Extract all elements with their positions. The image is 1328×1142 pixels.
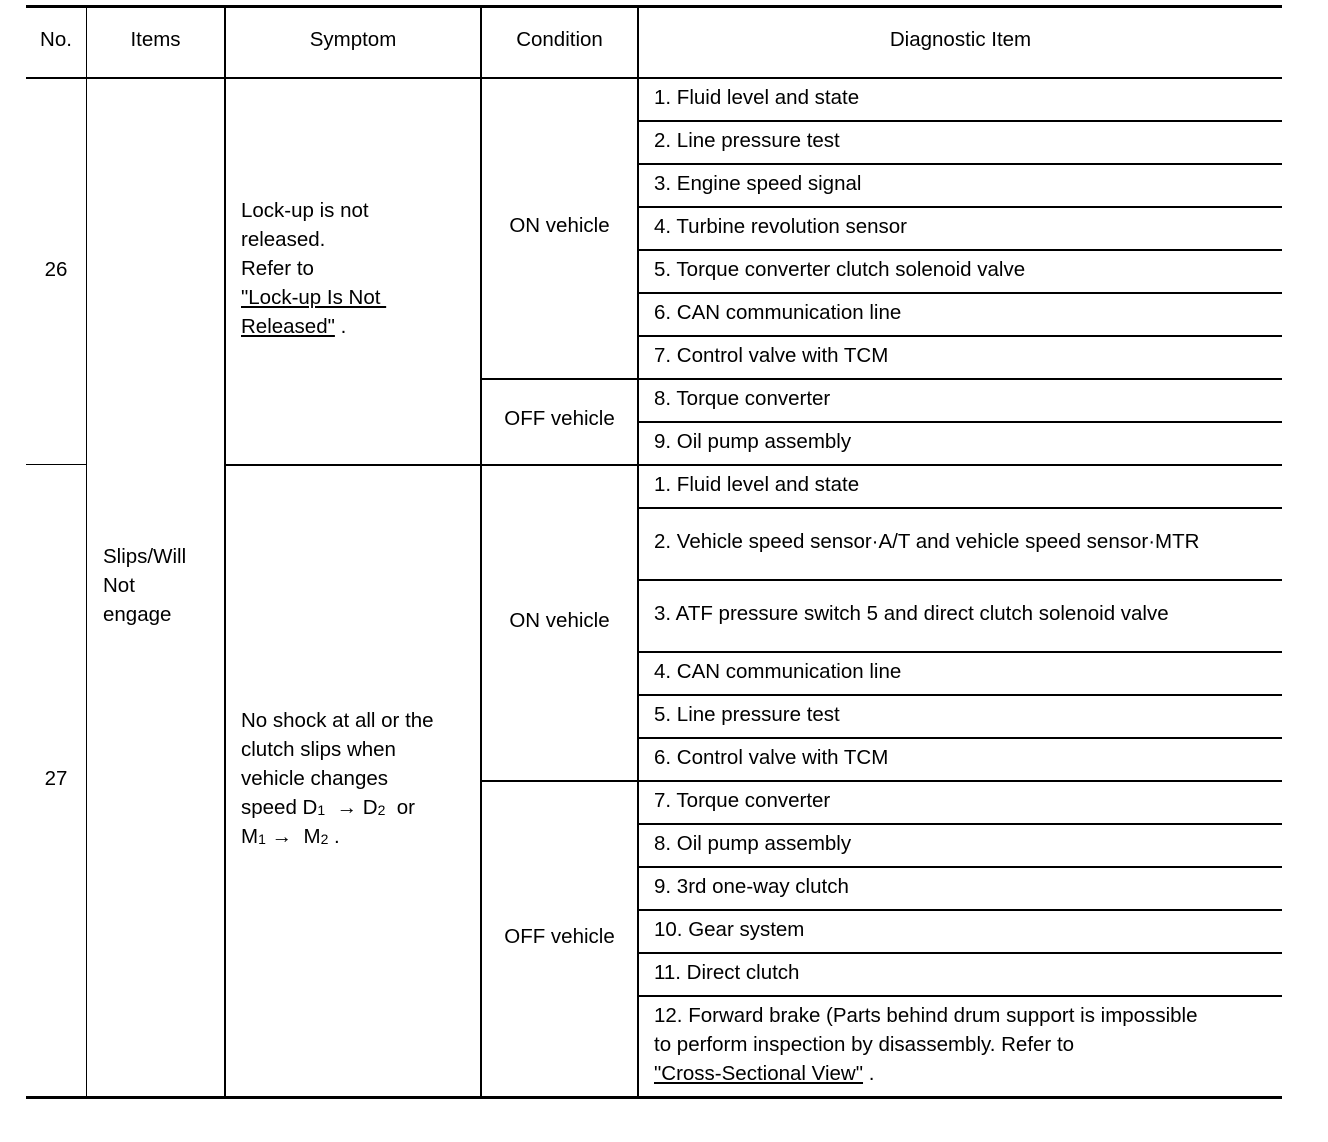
- item-divider: [638, 163, 1282, 165]
- condition-divider-27: [481, 780, 1282, 782]
- col-divider-2: [224, 5, 226, 1098]
- item-divider: [638, 206, 1282, 208]
- symptom-line: Refer to: [241, 257, 314, 280]
- item-divider: [638, 952, 1282, 954]
- symptom-line: Lock-up is not: [241, 199, 369, 222]
- header-diagnostic-item: Diagnostic Item: [889, 28, 1032, 51]
- diagnostic-item: 7. Torque converter: [654, 789, 831, 812]
- items-cell-line: Slips/Will: [103, 545, 187, 568]
- row-number-26: 26: [44, 258, 68, 281]
- arrow-icon: →: [271, 825, 293, 848]
- row-divider-26-27-no: [26, 464, 86, 465]
- item-divider: [638, 249, 1282, 251]
- item-divider: [638, 421, 1282, 423]
- diagnostic-item: 6. CAN communication line: [654, 301, 902, 324]
- diagnostic-item: 4. CAN communication line: [654, 660, 902, 683]
- condition-divider-26: [481, 378, 1282, 380]
- item-divider: [638, 579, 1282, 581]
- item-divider: [638, 694, 1282, 696]
- item-divider: [638, 292, 1282, 294]
- item-divider: [638, 120, 1282, 122]
- col-divider-4: [637, 5, 639, 1098]
- diagnostic-item: 11. Direct clutch: [654, 961, 800, 984]
- diagnostic-item: 7. Control valve with TCM: [654, 344, 889, 367]
- header-items: Items: [130, 28, 181, 51]
- item-divider: [638, 737, 1282, 739]
- item-divider: [638, 866, 1282, 868]
- diagnostic-item: 9. Oil pump assembly: [654, 430, 852, 453]
- item-divider: [638, 507, 1282, 509]
- condition-off-vehicle: OFF vehicle: [504, 407, 615, 430]
- diagnostic-item: 6. Control valve with TCM: [654, 746, 889, 769]
- row-number-27: 27: [44, 767, 68, 790]
- lockup-not-released-link-text[interactable]: Released": [241, 315, 335, 338]
- condition-on-vehicle: ON vehicle: [509, 609, 610, 632]
- item-divider: [638, 909, 1282, 911]
- diagnostic-item: 4. Turbine revolution sensor: [654, 215, 907, 238]
- symptom-line: released.: [241, 228, 326, 251]
- condition-off-vehicle: OFF vehicle: [504, 925, 615, 948]
- header-condition: Condition: [516, 28, 603, 51]
- lockup-not-released-link[interactable]: "Lock-up Is Not: [241, 286, 387, 309]
- lockup-not-released-link-line2[interactable]: [241, 312, 346, 341]
- header-bottom-border: [26, 77, 1282, 79]
- symptom-speed-line: speed $D_1 \to D_2$ or: [241, 796, 415, 819]
- col-divider-1: [86, 5, 87, 1098]
- header-symptom: Symptom: [309, 28, 397, 51]
- item-divider: [638, 335, 1282, 337]
- condition-on-vehicle: ON vehicle: [509, 214, 610, 237]
- diagnostic-item: 3. Engine speed signal: [654, 172, 862, 195]
- item-divider: [638, 823, 1282, 825]
- item-divider: [638, 995, 1282, 997]
- table-top-border: [26, 5, 1282, 8]
- symptom-end-period: .: [334, 315, 347, 338]
- diagnostic-item: 1. Fluid level and state: [654, 86, 860, 109]
- table-bottom-border: [26, 1096, 1282, 1099]
- symptom-line: clutch slips when: [241, 738, 396, 761]
- diagnostic-item: 9. 3rd one-way clutch: [654, 875, 849, 898]
- diagnostic-item: to perform inspection by disassembly. Refer to: [654, 1033, 1075, 1056]
- diagnostic-item: 10. Gear system: [654, 918, 805, 941]
- diagnostic-item: 8. Oil pump assembly: [654, 832, 852, 855]
- diagnostic-item: 2. Vehicle speed sensor·A/T and vehicle speed sensor·MTR: [654, 530, 1200, 553]
- cross-sectional-view-link[interactable]: "Cross-Sectional View": [654, 1062, 864, 1085]
- header-no: No.: [40, 28, 72, 51]
- items-cell-line: engage: [103, 603, 172, 626]
- diagnostic-item: 5. Torque converter clutch solenoid valve: [654, 258, 1026, 281]
- diagnostic-item: 5. Line pressure test: [654, 703, 840, 726]
- diagnostic-item: 3. ATF pressure switch 5 and direct clutch solenoid valve: [654, 602, 1169, 625]
- symptom-line: vehicle changes: [241, 767, 389, 790]
- items-cell-line: Not: [103, 574, 135, 597]
- diagnostic-item: 12. Forward brake (Parts behind drum support is impossible: [654, 1004, 1198, 1027]
- symptom-line: No shock at all or the: [241, 709, 434, 732]
- cross-sectional-view-line: "Cross-Sectional View" .: [654, 1062, 875, 1085]
- symptom-gear-line: $M_1 \to M_2$ .: [241, 825, 340, 848]
- diagnostic-item: 1. Fluid level and state: [654, 473, 860, 496]
- item-divider: [638, 651, 1282, 653]
- arrow-icon: →: [336, 796, 358, 819]
- diagnostic-item: 2. Line pressure test: [654, 129, 840, 152]
- row-divider-26-27: [225, 464, 1282, 466]
- diagnostic-item: 8. Torque converter: [654, 387, 831, 410]
